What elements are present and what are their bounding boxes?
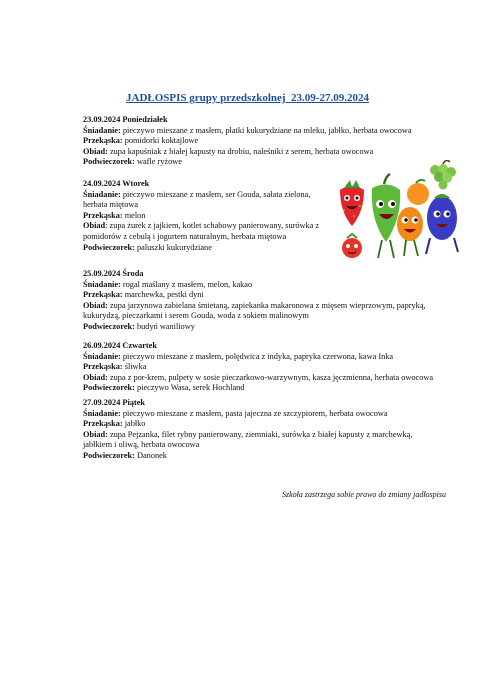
afternoon-snack-line: [83, 451, 443, 462]
day-heading: 23.09.2024 Poniedziałek: [83, 115, 168, 124]
orange-icon: [407, 180, 429, 205]
meal-text: pieczywo mieszane z masłem, pasta jajeczna ze szczypiorem, herbata owocowa: [120, 408, 388, 418]
lunch-line: [83, 373, 441, 384]
day-heading: 24.09.2024 Wtorek: [83, 179, 150, 188]
snack-line: [83, 136, 443, 147]
lunch-line: [83, 430, 443, 451]
meal-label: Obiad:: [83, 372, 108, 382]
meal-label: Śniadanie:: [83, 408, 121, 418]
day-heading: 27.09.2024 Piątek: [83, 398, 145, 407]
meal-label: Przekąska:: [83, 419, 123, 429]
meal-text: rogal maślany z masłem, melon, kakao: [120, 279, 253, 289]
meal-text: zupa z por-krem, pulpety w sosie pieczarkowo-warzywnym, kasza jęczmienna, herbata owocowa: [107, 372, 434, 382]
meal-text: : zupa żurek z jajkiem, kotlet schabowy panierowany, surówka z pomidorów z cebulą i jogurtem naturalnym, herbata miętowa: [83, 221, 320, 241]
eggplant-icon: [426, 194, 458, 254]
meal-text: Danonek: [134, 450, 167, 460]
lunch-line: [83, 221, 328, 242]
day-heading: 25.09.2024 Środa: [83, 269, 144, 278]
snack-line: [83, 290, 441, 301]
meal-label: Śniadanie:: [83, 189, 121, 199]
meal-text: zupa kapuśniak z białej kapusty na drobiu, naleśniki z serem, herbata owocowa: [107, 146, 374, 156]
meal-text: zupa jarzynowa zabielana śmietaną, zapiekanka makaronowa z mięsem wieprzowym, papryką, kukurydzą, pieczarkami i serem Gouda, woda z sokiem malinowym: [83, 300, 426, 321]
meal-text: pieczywo mieszane z masłem, płatki kukurydziane na mleku, jabłko, herbata owocowa: [120, 125, 412, 135]
meal-label: Śniadanie:: [83, 279, 121, 289]
footer-note: Szkoła zastrzega sobie prawo do zmiany jadłospisu: [281, 490, 446, 499]
meal-text: pomidorki koktajlowe: [122, 136, 199, 146]
breakfast-line: [83, 126, 443, 137]
meal-text: pieczywo mieszane z masłem, polędwica z indyka, papryka czerwona, kawa Inka: [120, 351, 394, 361]
meal-label: Podwieczorek:: [83, 157, 135, 167]
lunch-line: [83, 301, 441, 322]
meal-label: Przekąska:: [83, 210, 123, 220]
strawberry-icon: [340, 180, 364, 226]
meal-label: Podwieczorek:: [83, 321, 135, 331]
day-tuesday: [83, 179, 328, 253]
snack-line: [83, 362, 441, 373]
mango-icon: [397, 207, 423, 241]
meal-text: pieczywo mieszane z masłem, ser Gouda, sałata zielona, herbata miętowa: [83, 189, 311, 210]
snack-line: [83, 419, 443, 430]
afternoon-snack-line: [83, 243, 328, 254]
meal-text: marchewka, pestki dyni: [122, 290, 204, 300]
meal-label: Podwieczorek:: [83, 383, 135, 393]
snack-line: [83, 211, 328, 222]
meal-text: paluszki kukurydziane: [134, 242, 212, 252]
day-thursday: [83, 341, 441, 394]
meal-text: śliwka: [122, 362, 147, 372]
meal-label: Obiad:: [83, 146, 108, 156]
day-wednesday: [83, 269, 441, 333]
lunch-line: [83, 147, 443, 158]
afternoon-snack-line: [83, 322, 441, 333]
pepper-icon: [372, 174, 400, 242]
meal-text: jabłko: [122, 419, 146, 429]
meal-label: Obiad: [83, 221, 106, 231]
meal-label: Przekąska:: [83, 362, 123, 372]
meal-label: Podwieczorek:: [83, 242, 135, 252]
tomato-icon: [342, 234, 362, 258]
meal-label: Obiad:: [83, 429, 108, 439]
meal-label: Śniadanie:: [83, 351, 121, 361]
breakfast-line: [83, 409, 443, 420]
day-heading: 26.09.2024 Czwartek: [83, 341, 157, 350]
afternoon-snack-line: [83, 383, 441, 394]
day-friday: [83, 398, 443, 462]
grapes-icon: [430, 160, 456, 189]
page-title: JADŁOSPIS grupy przedszkolnej 23.09-27.09.2024: [126, 92, 369, 104]
breakfast-line: [83, 190, 328, 211]
meal-text: budyń waniliowy: [134, 321, 195, 331]
meal-text: pieczywo Wasa, serek Hochland: [134, 383, 245, 393]
cartoon-fruits-illustration: [330, 160, 468, 270]
meal-text: wafle ryżowe: [134, 157, 182, 167]
meal-text: zupa Pejzanka, filet rybny panierowany, ziemniaki, surówka z białej kapusty z marchewką, jabłkiem i oliwą, herbata owocowa: [83, 429, 413, 450]
breakfast-line: [83, 280, 441, 291]
breakfast-line: [83, 352, 441, 363]
meal-label: Podwieczorek:: [83, 450, 135, 460]
meal-label: Przekąska:: [83, 136, 123, 146]
meal-text: melon: [122, 210, 146, 220]
meal-label: Przekąska:: [83, 290, 123, 300]
meal-label: Śniadanie:: [83, 125, 121, 135]
meal-label: Obiad:: [83, 300, 108, 310]
